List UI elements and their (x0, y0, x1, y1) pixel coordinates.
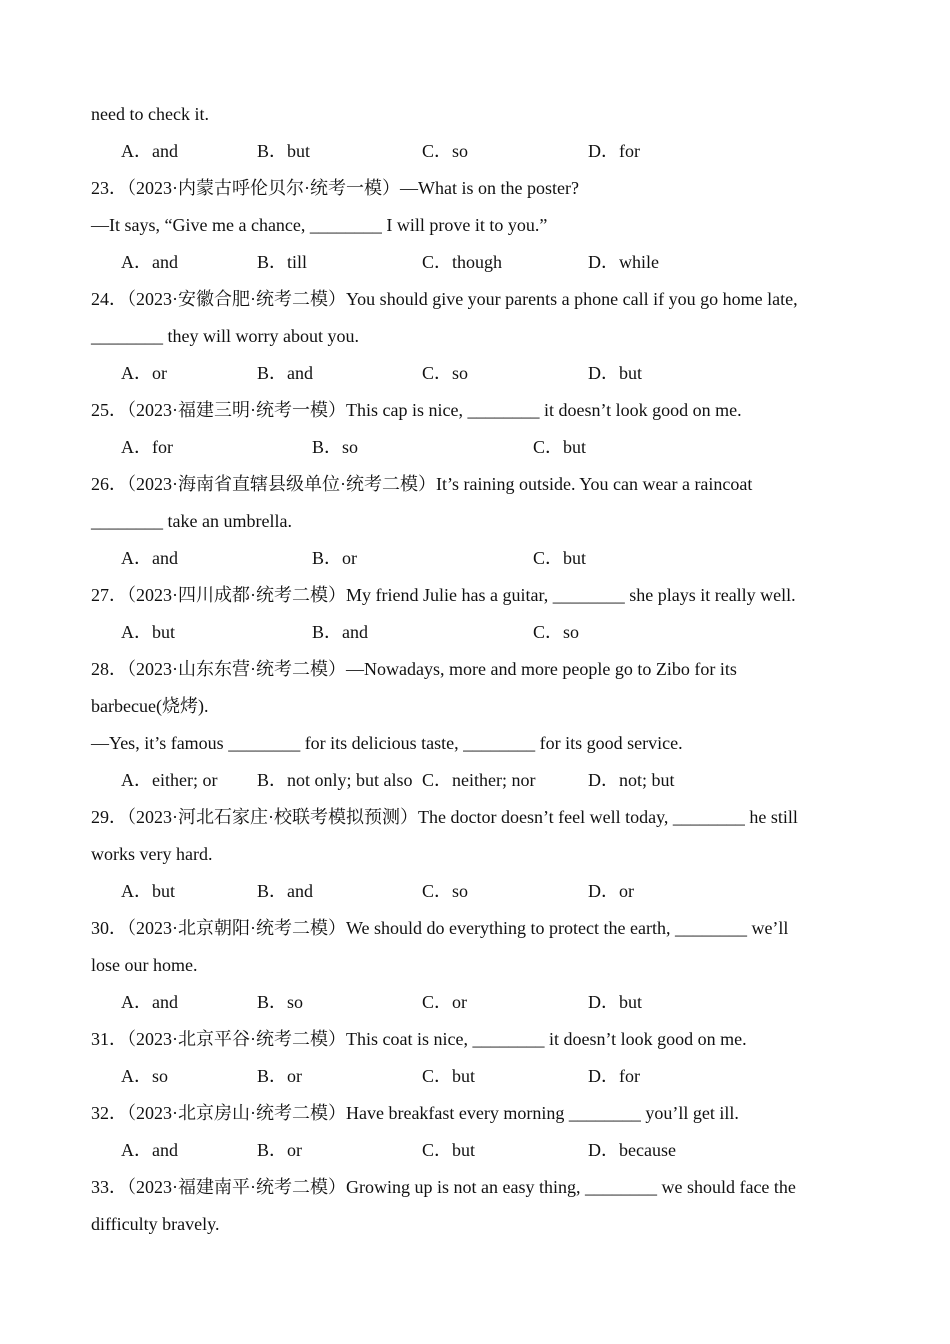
question-text: （2023·海南省直辖县级单位·统考二模）It’s raining outside. You can wear a raincoat (127, 474, 753, 494)
question-23 (91, 170, 861, 207)
question-22-continuation: need to check it. (91, 104, 209, 124)
question-text: （2023·北京房山·统考二模）Have breakfast every morning ________ you’ll get ill. (127, 1103, 739, 1123)
option-a[interactable]: A．so (121, 1066, 169, 1086)
question-number: 25． (91, 400, 127, 420)
option-b[interactable]: B．or (257, 1140, 302, 1160)
question-26-options (91, 540, 861, 577)
option-a[interactable]: A．and (121, 1140, 178, 1160)
option-a[interactable]: A．but (121, 881, 175, 901)
option-c[interactable]: C．so (533, 622, 580, 642)
option-d[interactable]: D．but (588, 363, 642, 383)
question-text: （2023·福建南平·统考二模）Growing up is not an easy thing, ________ we should face the (127, 1177, 796, 1197)
question-26 (91, 466, 861, 503)
option-b[interactable]: B．and (257, 363, 313, 383)
question-30-options (91, 984, 861, 1021)
option-c[interactable]: C．but (533, 548, 587, 568)
option-b[interactable]: B．so (312, 437, 359, 457)
question-text-line: ________ they will worry about you. (91, 326, 359, 346)
question-32-options (91, 1132, 861, 1169)
option-c[interactable]: C．or (422, 992, 467, 1012)
option-b[interactable]: B．and (312, 622, 368, 642)
option-a[interactable]: A．and (121, 252, 178, 272)
option-c[interactable]: C．but (422, 1140, 476, 1160)
question-30 (91, 910, 861, 947)
option-b[interactable]: B．not only; but also (257, 770, 413, 790)
option-d[interactable]: D．for (588, 1066, 640, 1086)
question-text: （2023·北京平谷·统考二模）This coat is nice, ________ it doesn’t look good on me. (127, 1029, 747, 1049)
exam-page (91, 96, 861, 1243)
question-text: （2023·北京朝阳·统考二模）We should do everything to protect the earth, ________ we’ll (127, 918, 789, 938)
question-text: （2023·山东东营·统考二模）—Nowadays, more and more people go to Zibo for its (127, 659, 737, 679)
question-28 (91, 651, 861, 688)
option-a[interactable]: A．and (121, 992, 178, 1012)
option-a[interactable]: A．but (121, 622, 175, 642)
option-c[interactable]: C．but (533, 437, 587, 457)
question-number: 24． (91, 289, 127, 309)
question-text: （2023·内蒙古呼伦贝尔·统考一模）—What is on the poster? (127, 178, 579, 198)
option-b[interactable]: B．till (257, 252, 308, 272)
option-b[interactable]: B．so (257, 992, 304, 1012)
option-c[interactable]: C．so (422, 141, 469, 161)
question-31-options (91, 1058, 861, 1095)
question-24-options (91, 355, 861, 392)
question-number: 32． (91, 1103, 127, 1123)
question-text-line: —Yes, it’s famous ________ for its delicious taste, ________ for its good service. (91, 733, 683, 753)
option-c[interactable]: C．neither; nor (422, 770, 536, 790)
option-b[interactable]: B．and (257, 881, 313, 901)
question-29-options (91, 873, 861, 910)
question-text: （2023·四川成都·统考二模）My friend Julie has a guitar, ________ she plays it really well. (127, 585, 796, 605)
question-number: 26． (91, 474, 127, 494)
question-22-options (91, 133, 861, 170)
question-27-options (91, 614, 861, 651)
question-25 (91, 392, 861, 429)
question-29 (91, 799, 861, 836)
question-31 (91, 1021, 861, 1058)
option-d[interactable]: D．while (588, 252, 659, 272)
option-d[interactable]: D．for (588, 141, 640, 161)
option-b[interactable]: B．or (312, 548, 357, 568)
question-number: 23． (91, 178, 127, 198)
option-a[interactable]: A．either; or (121, 770, 218, 790)
question-23-options (91, 244, 861, 281)
option-d[interactable]: D．not; but (588, 770, 675, 790)
question-28-options (91, 762, 861, 799)
option-a[interactable]: A．and (121, 548, 178, 568)
option-a[interactable]: A．or (121, 363, 167, 383)
question-text-line: lose our home. (91, 955, 198, 975)
question-number: 31． (91, 1029, 127, 1049)
option-b[interactable]: B．but (257, 141, 311, 161)
question-text-line: ________ take an umbrella. (91, 511, 292, 531)
question-text: （2023·安徽合肥·统考二模）You should give your parents a phone call if you go home late, (127, 289, 798, 309)
question-24 (91, 281, 861, 318)
question-text-line: difficulty bravely. (91, 1214, 220, 1234)
question-number: 29． (91, 807, 127, 827)
question-text-line: works very hard. (91, 844, 213, 864)
question-text: （2023·河北石家庄·校联考模拟预测）The doctor doesn’t feel well today, ________ he still (127, 807, 798, 827)
option-c[interactable]: C．so (422, 363, 469, 383)
question-text-line: barbecue(烧烤). (91, 696, 209, 716)
question-25-options (91, 429, 861, 466)
option-c[interactable]: C．though (422, 252, 503, 272)
option-c[interactable]: C．so (422, 881, 469, 901)
question-27 (91, 577, 861, 614)
question-33 (91, 1169, 861, 1206)
question-32 (91, 1095, 861, 1132)
question-text-line: —It says, “Give me a chance, ________ I will prove it to you.” (91, 215, 548, 235)
option-a[interactable]: A．for (121, 437, 173, 457)
option-a[interactable]: A．and (121, 141, 178, 161)
option-b[interactable]: B．or (257, 1066, 302, 1086)
question-number: 33． (91, 1177, 127, 1197)
option-d[interactable]: D．but (588, 992, 642, 1012)
option-d[interactable]: D．or (588, 881, 634, 901)
question-number: 27． (91, 585, 127, 605)
question-number: 28． (91, 659, 127, 679)
question-number: 30． (91, 918, 127, 938)
option-c[interactable]: C．but (422, 1066, 476, 1086)
question-text: （2023·福建三明·统考一模）This cap is nice, ________ it doesn’t look good on me. (127, 400, 742, 420)
option-d[interactable]: D．because (588, 1140, 676, 1160)
